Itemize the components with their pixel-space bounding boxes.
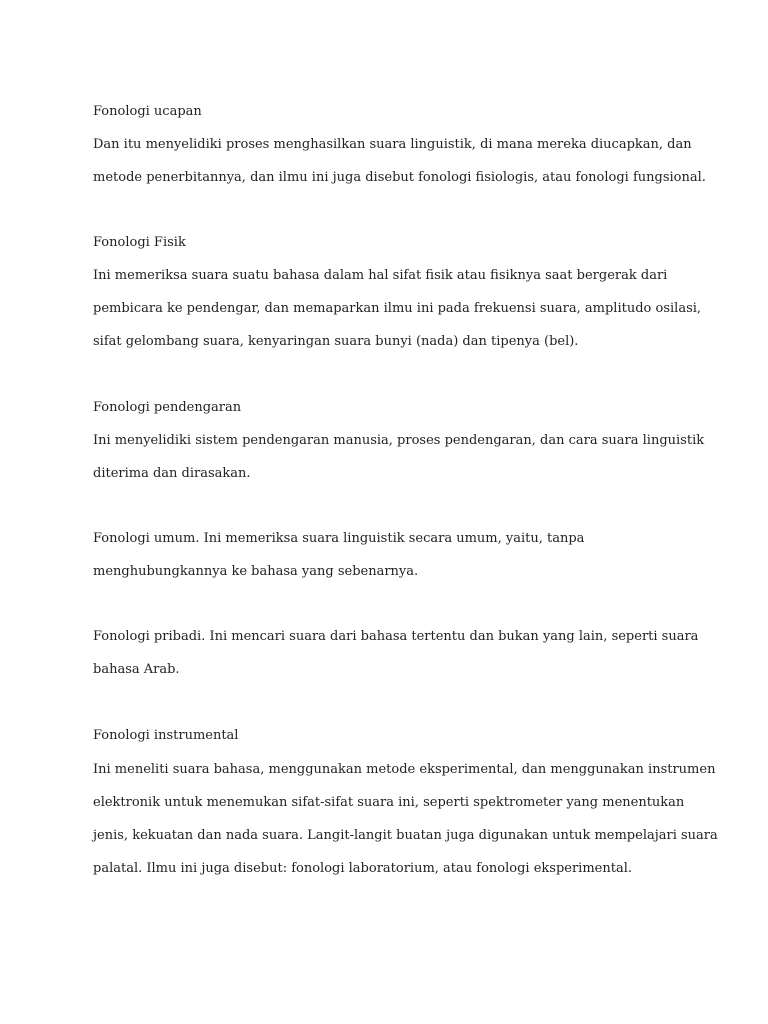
- section-heading: Fonologi instrumental: [93, 728, 239, 743]
- section-body: [93, 433, 713, 449]
- section-body: [93, 662, 713, 678]
- section-body: [93, 268, 713, 284]
- paragraph-line: Fonologi umum. Ini memeriksa suara linguistik secara umum, yaitu, tanpa: [93, 531, 585, 546]
- section-body: [93, 334, 713, 350]
- section-fonologi-pribadi: [93, 629, 713, 645]
- section-heading: Fonologi ucapan: [93, 104, 202, 119]
- section-body: [93, 137, 713, 153]
- paragraph-line: palatal. Ilmu ini juga disebut: fonologi laboratorium, atau fonologi eksperimental.: [93, 861, 632, 876]
- section-fonologi-ucapan: [93, 104, 713, 120]
- paragraph-line: bahasa Arab.: [93, 662, 180, 677]
- paragraph-line: jenis, kekuatan dan nada suara. Langit-langit buatan juga digunakan untuk mempelajari suara: [93, 828, 718, 843]
- section-body: [93, 564, 713, 580]
- paragraph-line: Fonologi pribadi. Ini mencari suara dari bahasa tertentu dan bukan yang lain, seperti suara: [93, 629, 699, 644]
- paragraph-line: Ini menyelidiki sistem pendengaran manusia, proses pendengaran, dan cara suara linguistik: [93, 433, 705, 448]
- section-body: [93, 170, 713, 186]
- section-body: [93, 795, 713, 811]
- paragraph-line: metode penerbitannya, dan ilmu ini juga disebut fonologi fisiologis, atau fonologi fungsional.: [93, 170, 706, 185]
- section-fonologi-umum: [93, 531, 713, 547]
- section-fonologi-instrumental: [93, 728, 713, 744]
- paragraph-line: diterima dan dirasakan.: [93, 466, 251, 481]
- paragraph-line: Dan itu menyelidiki proses menghasilkan suara linguistik, di mana mereka diucapkan, dan: [93, 137, 692, 152]
- section-heading: Fonologi Fisik: [93, 235, 186, 250]
- paragraph-line: pembicara ke pendengar, dan memaparkan ilmu ini pada frekuensi suara, amplitudo osilasi,: [93, 301, 702, 316]
- section-body: [93, 828, 718, 844]
- paragraph-line: Ini meneliti suara bahasa, menggunakan metode eksperimental, dan menggunakan instrumen: [93, 762, 716, 777]
- section-fonologi-fisik: [93, 235, 713, 251]
- paragraph-line: Ini memeriksa suara suatu bahasa dalam hal sifat fisik atau fisiknya saat bergerak dari: [93, 268, 668, 283]
- paragraph-line: menghubungkannya ke bahasa yang sebenarnya.: [93, 564, 419, 579]
- section-fonologi-pendengaran: [93, 400, 713, 416]
- section-body: [93, 762, 716, 778]
- paragraph-line: elektronik untuk menemukan sifat-sifat suara ini, seperti spektrometer yang menentukan: [93, 795, 685, 810]
- paragraph-line: sifat gelombang suara, kenyaringan suara bunyi (nada) dan tipenya (bel).: [93, 334, 579, 349]
- section-body: [93, 861, 713, 877]
- section-body: [93, 301, 713, 317]
- section-body: [93, 466, 713, 482]
- section-heading: Fonologi pendengaran: [93, 400, 242, 415]
